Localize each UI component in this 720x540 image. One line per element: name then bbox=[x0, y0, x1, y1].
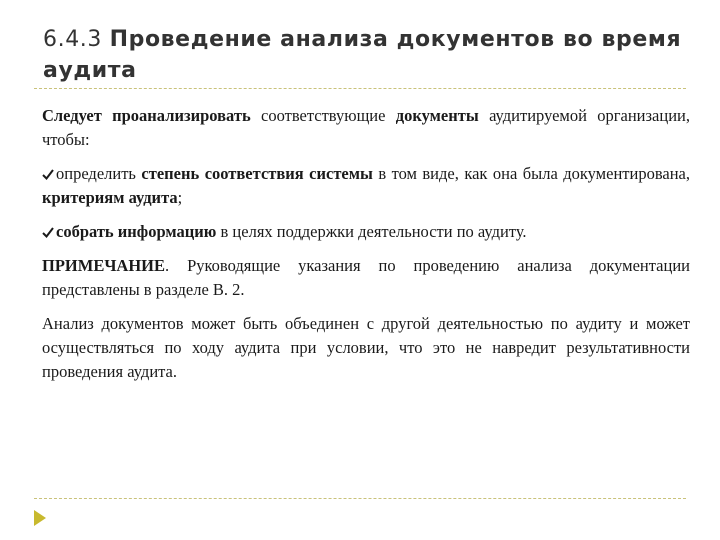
note-paragraph bbox=[42, 254, 690, 302]
bullet2-text: в целях поддержки деятельности по аудиту. bbox=[216, 222, 527, 241]
bullet-item-2 bbox=[42, 220, 690, 244]
intro-bold-2: документы bbox=[395, 106, 479, 125]
title-text: Проведение анализа документов во время аудита bbox=[43, 27, 682, 83]
bullet1-bold-2: критериям аудита bbox=[42, 188, 178, 207]
bullet1-text-1: определить bbox=[56, 164, 142, 183]
checkmark-icon bbox=[42, 227, 54, 238]
intro-paragraph bbox=[42, 104, 690, 152]
note-label: ПРИМЕЧАНИЕ bbox=[42, 256, 166, 275]
note-text: . Руководящие указания по проведению анализа документации представлены в разделе В. 2. bbox=[42, 256, 690, 299]
slide-body bbox=[42, 104, 690, 394]
intro-text-2: аудитируемой организации, чтобы: bbox=[42, 106, 690, 149]
intro-bold-1: Следует проанализировать bbox=[42, 106, 251, 125]
closing-paragraph: Анализ документов может быть объединен с другой деятельностью по аудиту и может осуществляться по ходу аудита при условии, что это не навредит результативности проведения аудита. bbox=[42, 314, 690, 381]
bottom-divider bbox=[34, 498, 686, 499]
bullet1-text-3: ; bbox=[177, 188, 183, 207]
title-number: 6.4.3 bbox=[43, 27, 102, 52]
bullet2-bold: собрать информацию bbox=[56, 222, 217, 241]
bullet1-text-2: в том виде, как она была документирована, bbox=[372, 164, 690, 183]
bullet-item-1 bbox=[42, 162, 690, 210]
triangle-marker-icon bbox=[34, 510, 46, 526]
top-divider bbox=[34, 88, 686, 89]
bullet1-bold-1: степень соответствия системы bbox=[141, 164, 373, 183]
slide-title bbox=[43, 24, 683, 86]
intro-text-1: соответствующие bbox=[250, 106, 396, 125]
checkmark-icon bbox=[42, 169, 54, 180]
